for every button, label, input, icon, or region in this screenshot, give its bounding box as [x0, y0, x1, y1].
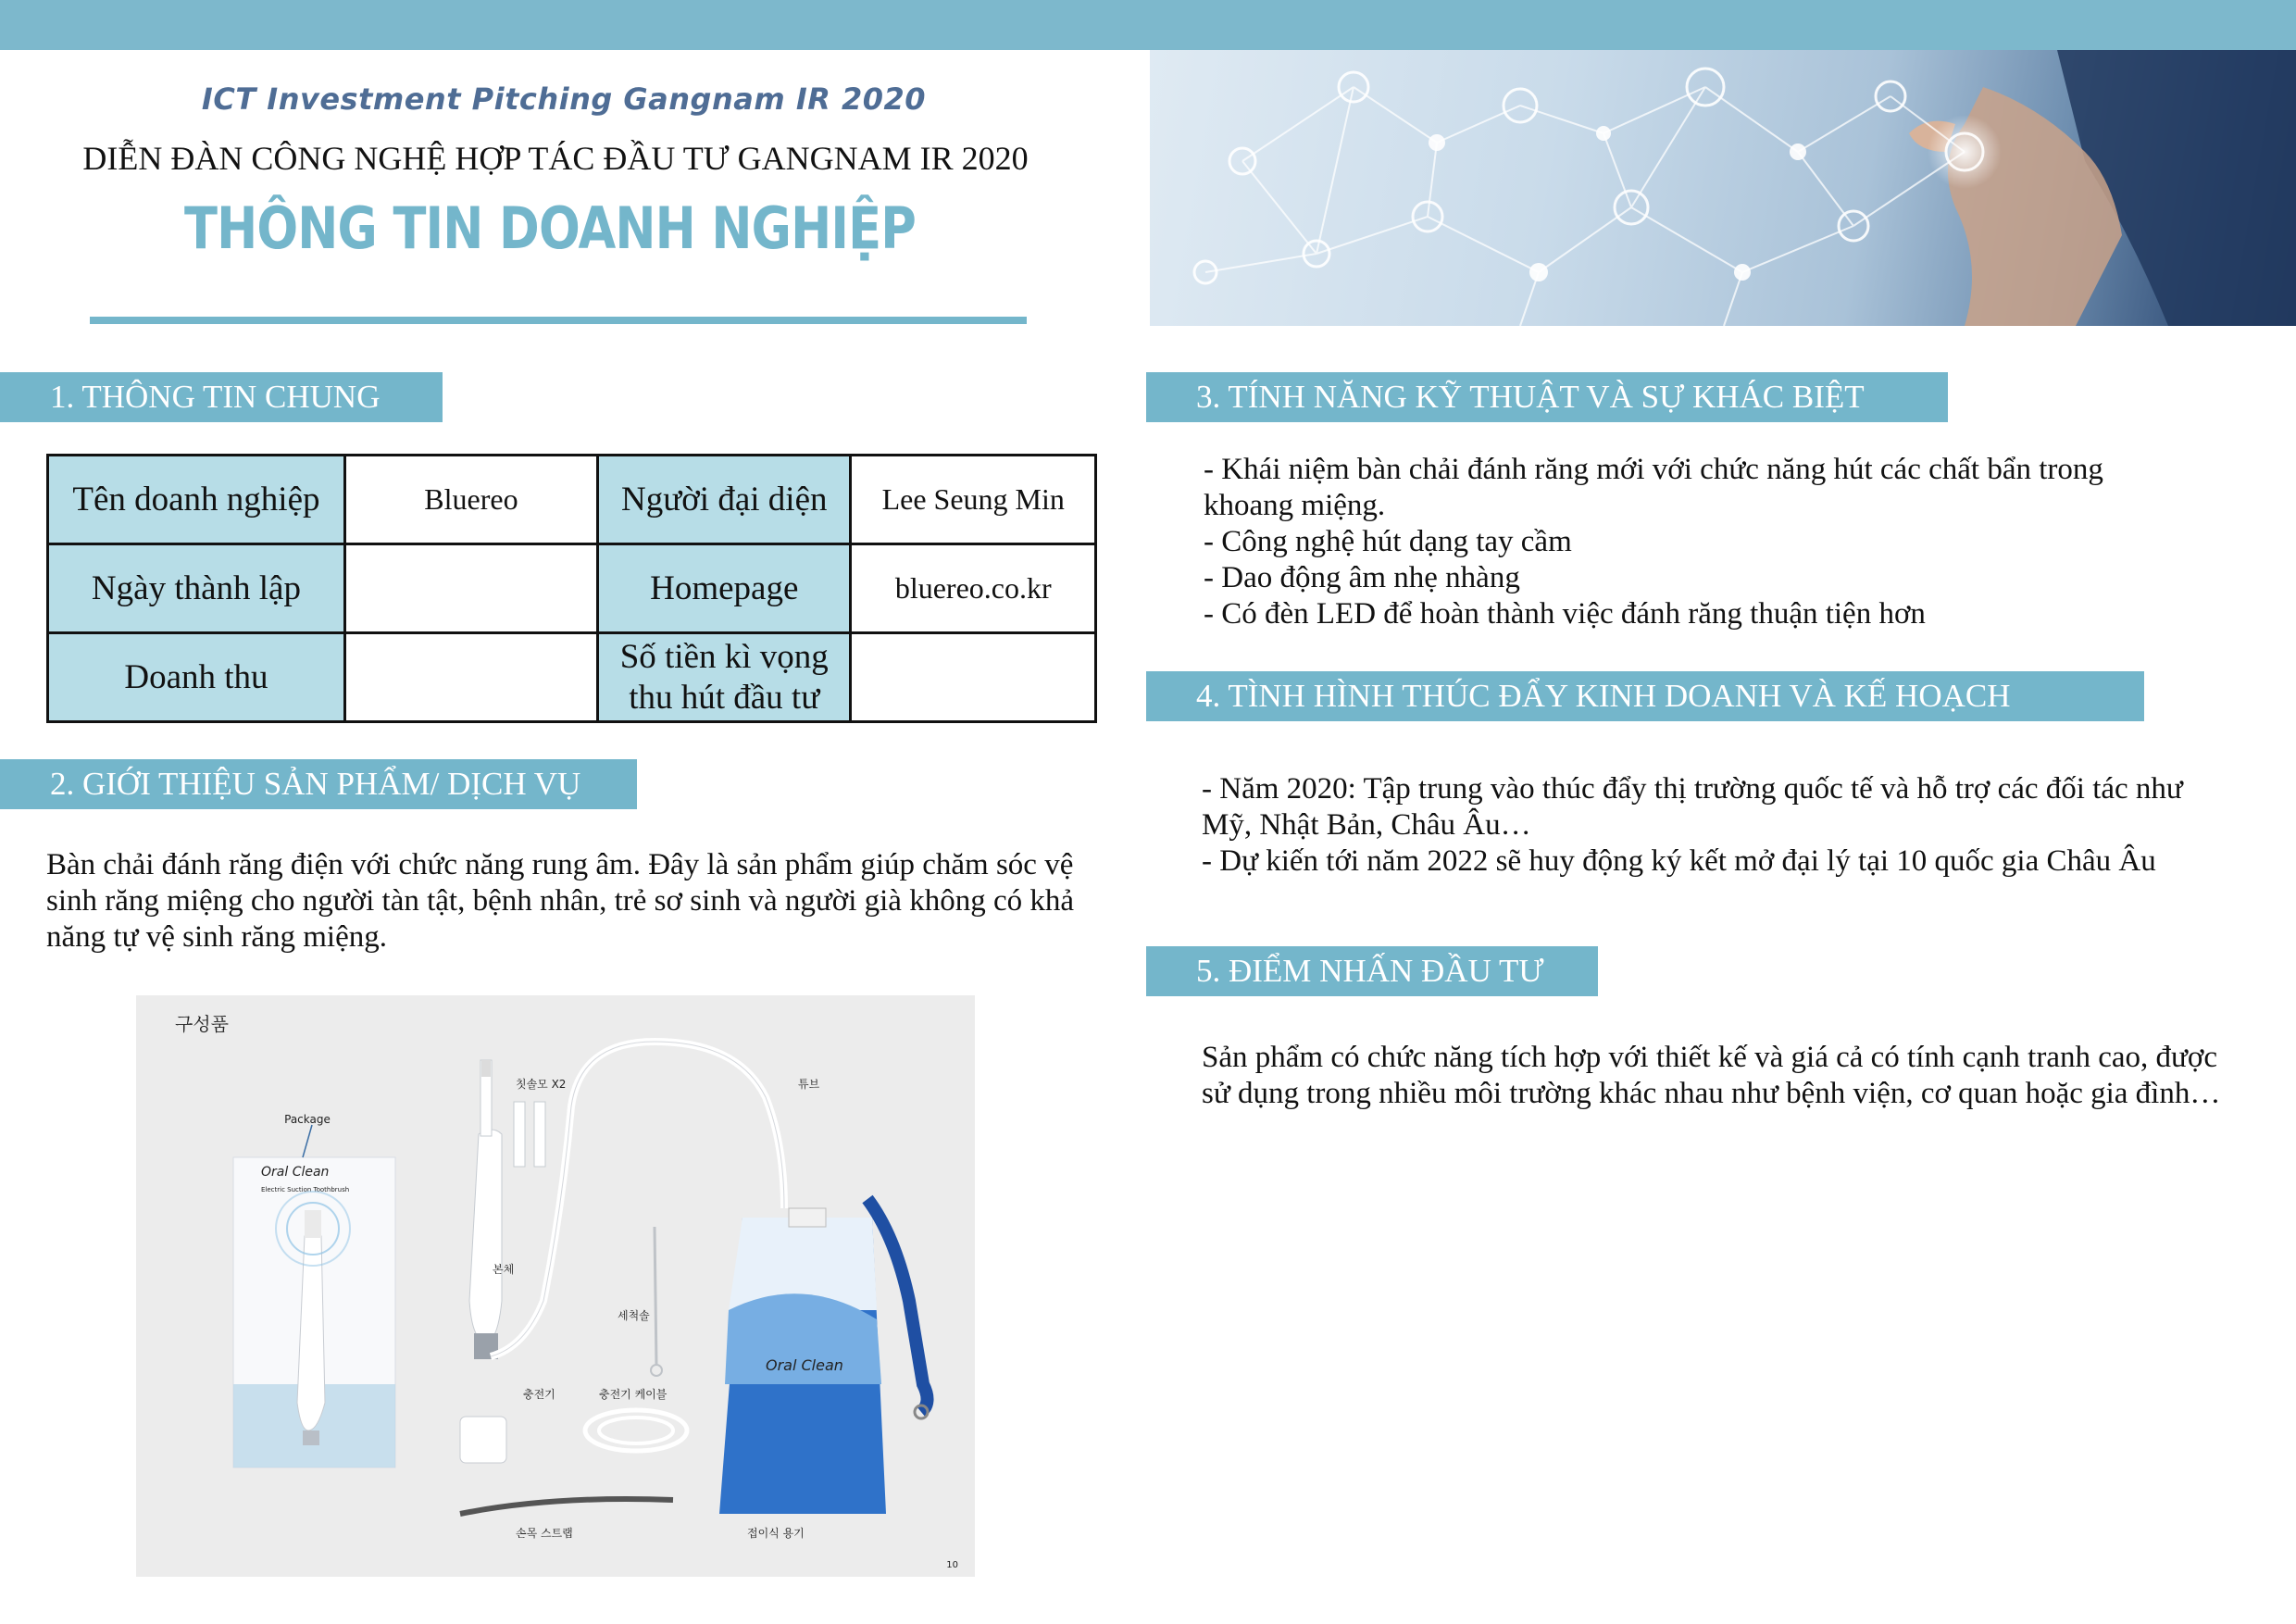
event-subtitle-vietnamese: DIỄN ĐÀN CÔNG NGHỆ HỢP TÁC ĐẦU TƯ GANGNAM IR 2020: [82, 140, 1029, 177]
hero-network-image: [1150, 50, 2296, 326]
event-subtitle-english: ICT Investment Pitching Gangnam IR 2020: [201, 81, 927, 117]
tech-feature-line: - Có đèn LED để hoàn thành việc đánh răng thuận tiện hơn: [1204, 597, 1926, 631]
founded-date-value: [344, 544, 597, 633]
investment-highlights-text: [1202, 1040, 2285, 1112]
investment-highlight-line: Sản phẩm có chức năng tích hợp với thiết kế và giá cả có tính cạnh tranh cao, được: [1202, 1041, 2218, 1074]
product-intro-line: Bàn chải đánh răng điện với chức năng rung âm. Đây là sản phẩm giúp chăm sóc vệ: [46, 848, 1074, 881]
components-heading: 구성품: [175, 1013, 229, 1035]
tech-feature-line: - Công nghệ hút dạng tay cầm: [1204, 525, 1572, 558]
label-charger: 충전기: [523, 1388, 555, 1401]
section-header-business-plan: 4. TÌNH HÌNH THÚC ĐẨY KINH DOANH VÀ KẾ HOẠCH: [1146, 671, 2144, 721]
table-row: [48, 633, 1096, 722]
company-name-label: Tên doanh nghiệp: [48, 456, 345, 544]
table-row: [48, 544, 1096, 633]
business-plan-line: - Dự kiến tới năm 2022 sẽ huy động ký kết mở đại lý tại 10 quốc gia Châu Âu: [1202, 844, 2156, 878]
package-tagline: Electric Suction Toothbrush: [261, 1186, 350, 1193]
company-name-value: Bluereo: [344, 456, 597, 544]
top-banner-bar: [0, 0, 2296, 50]
tech-feature-line: khoang miệng.: [1204, 489, 1386, 522]
tech-features-text: [1204, 452, 2268, 632]
business-plan-text: [1202, 771, 2285, 880]
expected-investment-label-line-1: Số tiền kì vọng: [619, 637, 829, 676]
section-header-tech-features: 3. TÍNH NĂNG KỸ THUẬT VÀ SỰ KHÁC BIỆT: [1146, 372, 1948, 422]
revenue-label: Doanh thu: [48, 633, 345, 722]
label-body: 본체: [493, 1263, 515, 1276]
representative-label: Người đại diện: [598, 456, 851, 544]
tech-feature-line: - Khái niệm bàn chải đánh răng mới với chức năng hút các chất bẩn trong: [1204, 453, 2103, 486]
label-package: Package: [284, 1113, 331, 1126]
product-intro-line: năng tự vệ sinh răng miệng.: [46, 920, 387, 954]
section-header-general-info: 1. THÔNG TIN CHUNG: [0, 372, 443, 422]
product-intro-line: sinh răng miệng cho người tàn tật, bệnh nhân, trẻ sơ sinh và người già không có khả: [46, 884, 1074, 918]
label-cable: 충전기 케이블: [599, 1388, 668, 1401]
table-row: [48, 456, 1096, 544]
product-components-photo: [136, 995, 975, 1577]
expected-investment-label: [598, 633, 851, 722]
section-header-investment-highlights: 5. ĐIỂM NHẤN ĐẦU TƯ: [1146, 946, 1598, 996]
package-brand: Oral Clean: [261, 1165, 330, 1180]
investment-highlight-line: sử dụng trong nhiều môi trường khác nhau như bệnh viện, cơ quan hoặc gia đình…: [1202, 1077, 2221, 1110]
label-strap: 손목 스트랩: [516, 1527, 573, 1540]
section-header-product-intro: 2. GIỚI THIỆU SẢN PHẨM/ DỊCH VỤ: [0, 759, 637, 809]
product-intro-text: [46, 847, 1111, 956]
label-brush-heads: 칫솔모 X2: [516, 1078, 567, 1091]
page-title: THÔNG TIN DOANH NGHIỆP: [183, 194, 917, 262]
revenue-value: [344, 633, 597, 722]
title-underline: [90, 317, 1027, 324]
bag-brand: Oral Clean: [766, 1356, 843, 1374]
founded-date-label: Ngày thành lập: [48, 544, 345, 633]
label-tube: 튜브: [798, 1078, 820, 1091]
business-plan-line: - Năm 2020: Tập trung vào thúc đẩy thị trường quốc tế và hỗ trợ các đối tác như: [1202, 772, 2183, 806]
image-page-number: 10: [946, 1560, 958, 1570]
homepage-value: bluereo.co.kr: [851, 544, 1096, 633]
network-illustration: [1150, 50, 2296, 326]
charger: [460, 1417, 506, 1463]
product-illustration: [136, 995, 975, 1577]
label-cleaner: 세척솔: [618, 1309, 650, 1322]
tech-feature-line: - Dao động âm nhẹ nhàng: [1204, 561, 1520, 594]
company-info-table: [46, 454, 1097, 723]
representative-value: Lee Seung Min: [851, 456, 1096, 544]
expected-investment-label-line-2: thu hút đầu tư: [629, 678, 820, 717]
business-plan-line: Mỹ, Nhật Bản, Châu Âu…: [1202, 808, 1531, 842]
expected-investment-value: [851, 633, 1096, 722]
label-container: 접이식 용기: [747, 1527, 805, 1540]
homepage-label: Homepage: [598, 544, 851, 633]
